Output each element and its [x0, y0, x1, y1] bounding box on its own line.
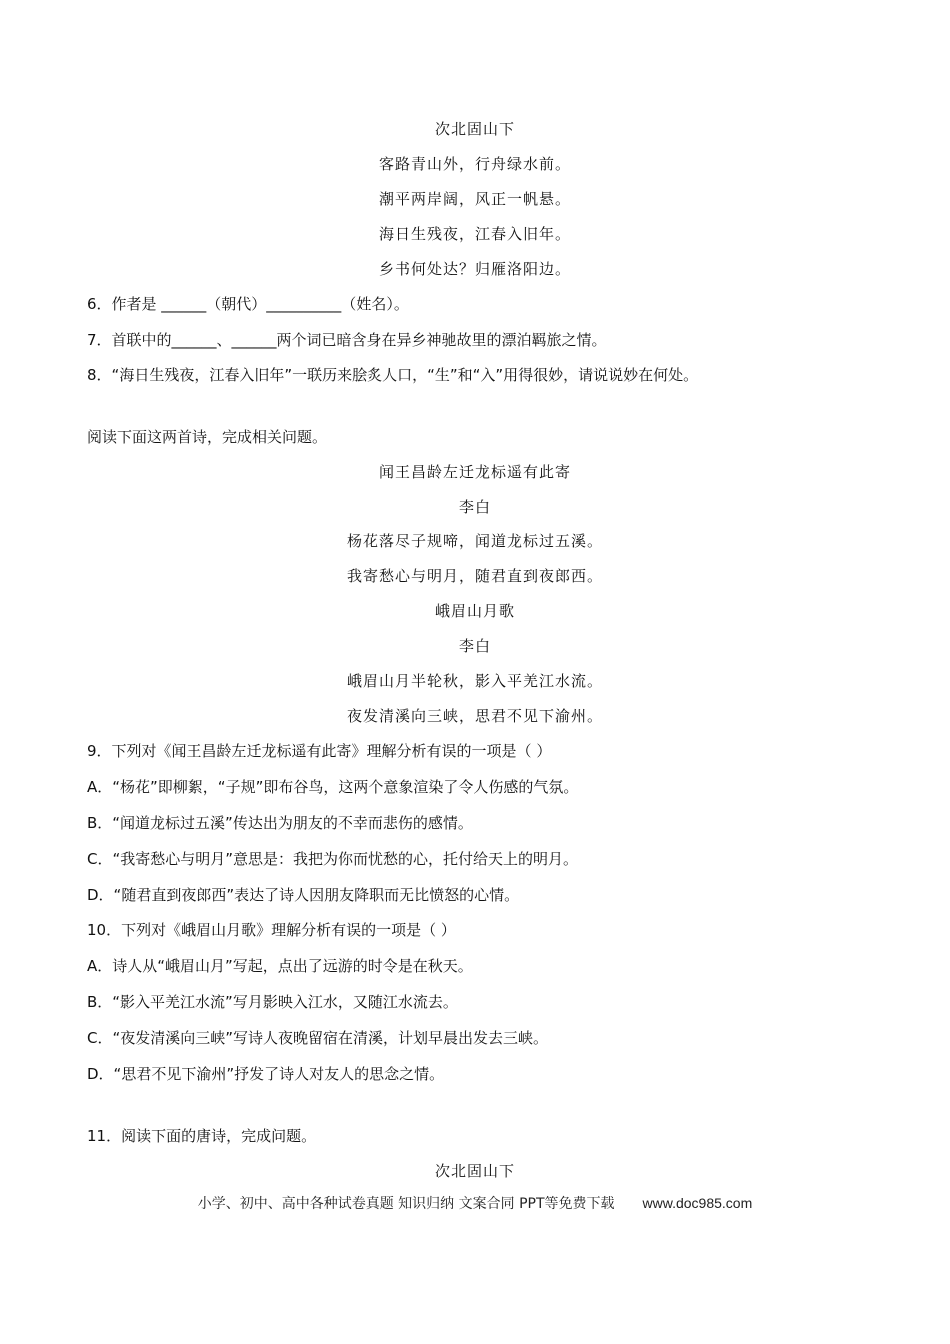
question-10-stem: 10．下列对《峨眉山月歌》理解分析有误的一项是（ ） — [87, 921, 456, 939]
question-11-stem: 11．阅读下面的唐诗，完成问题。 — [87, 1127, 317, 1145]
question-11-poem-title: 次北固山下 — [434, 1162, 515, 1180]
question-10-option-d: D．“思君不见下渝州”抒发了诗人对友人的思念之情。 — [87, 1065, 445, 1083]
poem2-title: 闻王昌龄左迁龙标遥有此寄 — [378, 463, 571, 481]
footer-text: 小学、初中、高中各种试卷真题 知识归纳 文案合同 PPT等免费下载 — [197, 1196, 615, 1212]
poem3-line-1: 峨眉山月半轮秋，影入平羌江水流。 — [346, 672, 603, 690]
footer-url[interactable]: www.doc985.com — [642, 1195, 753, 1211]
poem2-line-2: 我寄愁心与明月，随君直到夜郎西。 — [346, 567, 603, 585]
question-6: 6．作者是 ______（朝代）__________（姓名）。 — [87, 295, 409, 313]
poem1-title: 次北固山下 — [434, 120, 515, 138]
question-10-option-a: A．诗人从“峨眉山月”写起，点出了远游的时令是在秋天。 — [87, 957, 473, 975]
poem3-line-2: 夜发清溪向三峡，思君不见下渝州。 — [346, 707, 603, 725]
question-7: 7．首联中的______、______两个词已暗含身在异乡神驰故里的漂泊羁旅之情。 — [87, 331, 607, 349]
poem1-line-4: 乡书何处达？归雁洛阳边。 — [378, 260, 571, 278]
poem3-author: 李白 — [458, 637, 491, 655]
poem1-line-1: 客路青山外，行舟绿水前。 — [378, 155, 571, 173]
page-footer — [0, 1193, 950, 1213]
poem2-line-1: 杨花落尽子规啼，闻道龙标过五溪。 — [346, 532, 603, 550]
question-9-option-d: D．“随君直到夜郎西”表达了诗人因朋友降职而无比愤怒的心情。 — [87, 886, 520, 904]
poem3-title: 峨眉山月歌 — [434, 602, 515, 620]
question-9-option-c: C．“我寄愁心与明月”意思是：我把为你而忧愁的心，托付给天上的明月。 — [87, 850, 579, 868]
reading-intro: 阅读下面这两首诗，完成相关问题。 — [87, 428, 328, 446]
poem1-line-2: 潮平两岸阔，风正一帆悬。 — [378, 190, 571, 208]
question-8: 8．“海日生残夜，江春入旧年”一联历来脍炙人口，“生”和“入”用得很妙，请说说妙在何处。 — [87, 366, 699, 384]
question-9-option-a: A．“杨花”即柳絮，“子规”即布谷鸟，这两个意象渲染了令人伤感的气氛。 — [87, 778, 579, 796]
poem1-line-3: 海日生残夜，江春入旧年。 — [378, 225, 571, 243]
question-9-stem: 9．下列对《闻王昌龄左迁龙标遥有此寄》理解分析有误的一项是（ ） — [87, 742, 552, 760]
question-10-option-b: B．“影入平羌江水流”写月影映入江水，又随江水流去。 — [87, 993, 458, 1011]
question-9-option-b: B．“闻道龙标过五溪”传达出为朋友的不幸而悲伤的感情。 — [87, 814, 473, 832]
poem2-author: 李白 — [458, 498, 491, 516]
question-10-option-c: C．“夜发清溪向三峡”写诗人夜晚留宿在清溪，计划早晨出发去三峡。 — [87, 1029, 549, 1047]
